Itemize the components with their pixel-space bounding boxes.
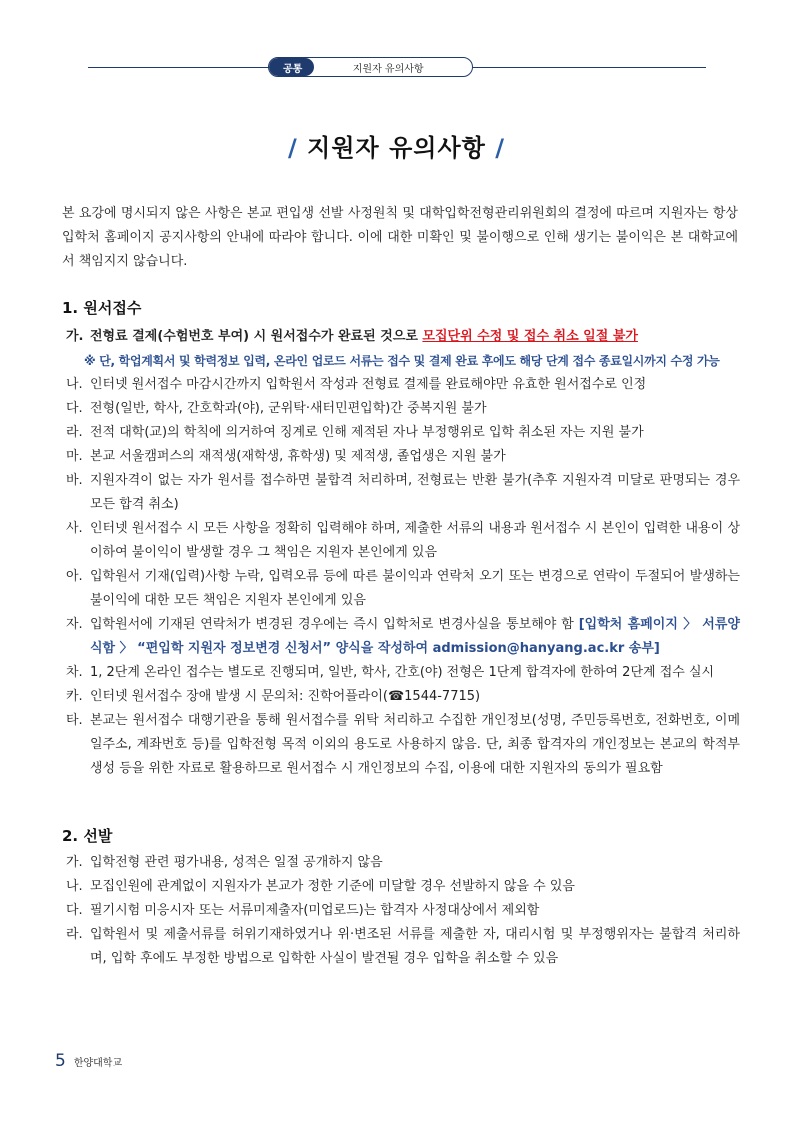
list-item: 타. 본교는 원서접수 대행기관을 통해 원서접수를 위탁 처리하고 수집한 개인정보(성명, 주민등록번호, 전화번호, 이메일주소, 계좌번호 등)를 입학전형 목적 이외의 용도로 사용하지 않음. 단, 최종 합격자의 개인정보는 본교의 학적부 생성 등을 위한 자료로 활용하므로 원서접수 시 개인정보의 수집, 이용에 대한 지원자의 동의가 필요함: [66, 713, 740, 776]
list-item: 라. 입학원서 및 제출서류를 허위기재하였거나 위·변조된 서류를 제출한 자, 대리시험 및 부정행위자는 불합격 처리하며, 입학 후에도 부정한 방법으로 입학한 사실이 발견될 경우 입학을 취소할 수 있음: [66, 927, 740, 966]
header-category: 공통: [269, 58, 314, 76]
list-item: 가. 전형료 결제(수험번호 부여) 시 원서접수가 완료된 것으로 모집단위 수정 및 접수 취소 일절 불가: [66, 329, 638, 344]
page-title: / 지원자 유의사항 /: [288, 134, 505, 162]
list-item: 카. 인터넷 원서접수 장애 발생 시 문의처: 진학어플라이(☎1544-7715): [66, 689, 481, 704]
list-item: 아. 입학원서 기재(입력)사항 누락, 입력오류 등에 따른 불이익과 연락처 오기 또는 변경으로 연락이 두절되어 발생하는 불이익에 대한 모든 책임은 지원자 본인에게 있음: [66, 569, 740, 608]
header-tab: [268, 57, 473, 77]
footer: [55, 1051, 122, 1071]
intro-paragraph: 본 요강에 명시되지 않은 사항은 본교 편입생 선발 사정원칙 및 대학입학전형관리위원회의 결정에 따르며 지원자는 항상 입학처 홈페이지 공지사항의 안내에 따라야 합니다. 이에 대한 미확인 및 불이행으로 인해 생기는 불이익은 본 대학교에서 책임지지 않습니다.: [62, 206, 738, 269]
list-item: 나. 인터넷 원서접수 마감시간까지 입학원서 작성과 전형료 결제를 완료해야만 유효한 원서접수로 인정: [66, 377, 647, 392]
section2-list: [66, 851, 740, 971]
note-text: ※ 단, 학업계획서 및 학력정보 입력, 온라인 업로드 서류는 접수 및 결제 완료 후에도 해당 단계 접수 종료일시까지 수정 가능: [84, 354, 720, 368]
list-item: 나. 모집인원에 관계없이 지원자가 본교가 정한 기준에 미달할 경우 선발하지 않을 수 있음: [66, 879, 575, 894]
list-item: 자. 입학원서에 기재된 연락처가 변경된 경우에는 즉시 입학처로 변경사실을 통보해야 함 [입학처 홈페이지 〉 서류양식함 〉 “편입학 지원자 정보변경 신청서” 양식을 작성하여 admission@hanyang.ac.kr 송부]: [66, 617, 740, 656]
header-section: 지원자 유의사항: [352, 63, 424, 75]
section1-heading: 1. 원서접수: [62, 299, 142, 317]
list-item: 다. 전형(일반, 학사, 간호학과(야), 군위탁·새터민편입학)간 중복지원 불가: [66, 401, 487, 416]
page-title-text: 지원자 유의사항: [307, 134, 486, 162]
list-item: 차. 1, 2단계 온라인 접수는 별도로 진행되며, 일반, 학사, 간호(야) 전형은 1단계 합격자에 한하여 2단계 접수 실시: [66, 665, 715, 680]
section2-heading: 2. 선발: [62, 827, 113, 845]
page-number: 5: [55, 1051, 66, 1071]
list-item: 다. 필기시험 미응시자 또는 서류미제출자(미업로드)는 합격자 사정대상에서 제외함: [66, 903, 540, 918]
highlight-blue: [입학처 홈페이지 〉 서류양식함 〉 “편입학 지원자 정보변경 신청서” 양식을 작성하여 admission@hanyang.ac.kr 송부]: [90, 617, 740, 656]
list-item: 라. 전적 대학(교)의 학칙에 의거하여 징계로 인해 제적된 자나 부정행위로 입학 취소된 자는 지원 불가: [66, 425, 644, 440]
list-item: 마. 본교 서울캠퍼스의 재적생(재학생, 휴학생) 및 제적생, 졸업생은 지원 불가: [66, 449, 506, 464]
list-item: 바. 지원자격이 없는 자가 원서를 접수하면 불합격 처리하며, 전형료는 반환 불가(추후 지원자격 미달로 판명되는 경우 모든 합격 취소): [66, 473, 740, 512]
section1-list: [66, 325, 740, 781]
list-item: 사. 인터넷 원서접수 시 모든 사항을 정확히 입력해야 하며, 제출한 서류의 내용과 원서접수 시 본인이 입력한 내용이 상이하여 불이익이 발생할 경우 그 책임은 지원자 본인에게 있음: [66, 521, 740, 560]
highlight-red: 모집단위 수정 및 접수 취소 일절 불가: [422, 329, 638, 344]
university-name: 한양대학교: [73, 1058, 123, 1069]
list-item: 가. 입학전형 관련 평가내용, 성적은 일절 공개하지 않음: [66, 855, 383, 870]
